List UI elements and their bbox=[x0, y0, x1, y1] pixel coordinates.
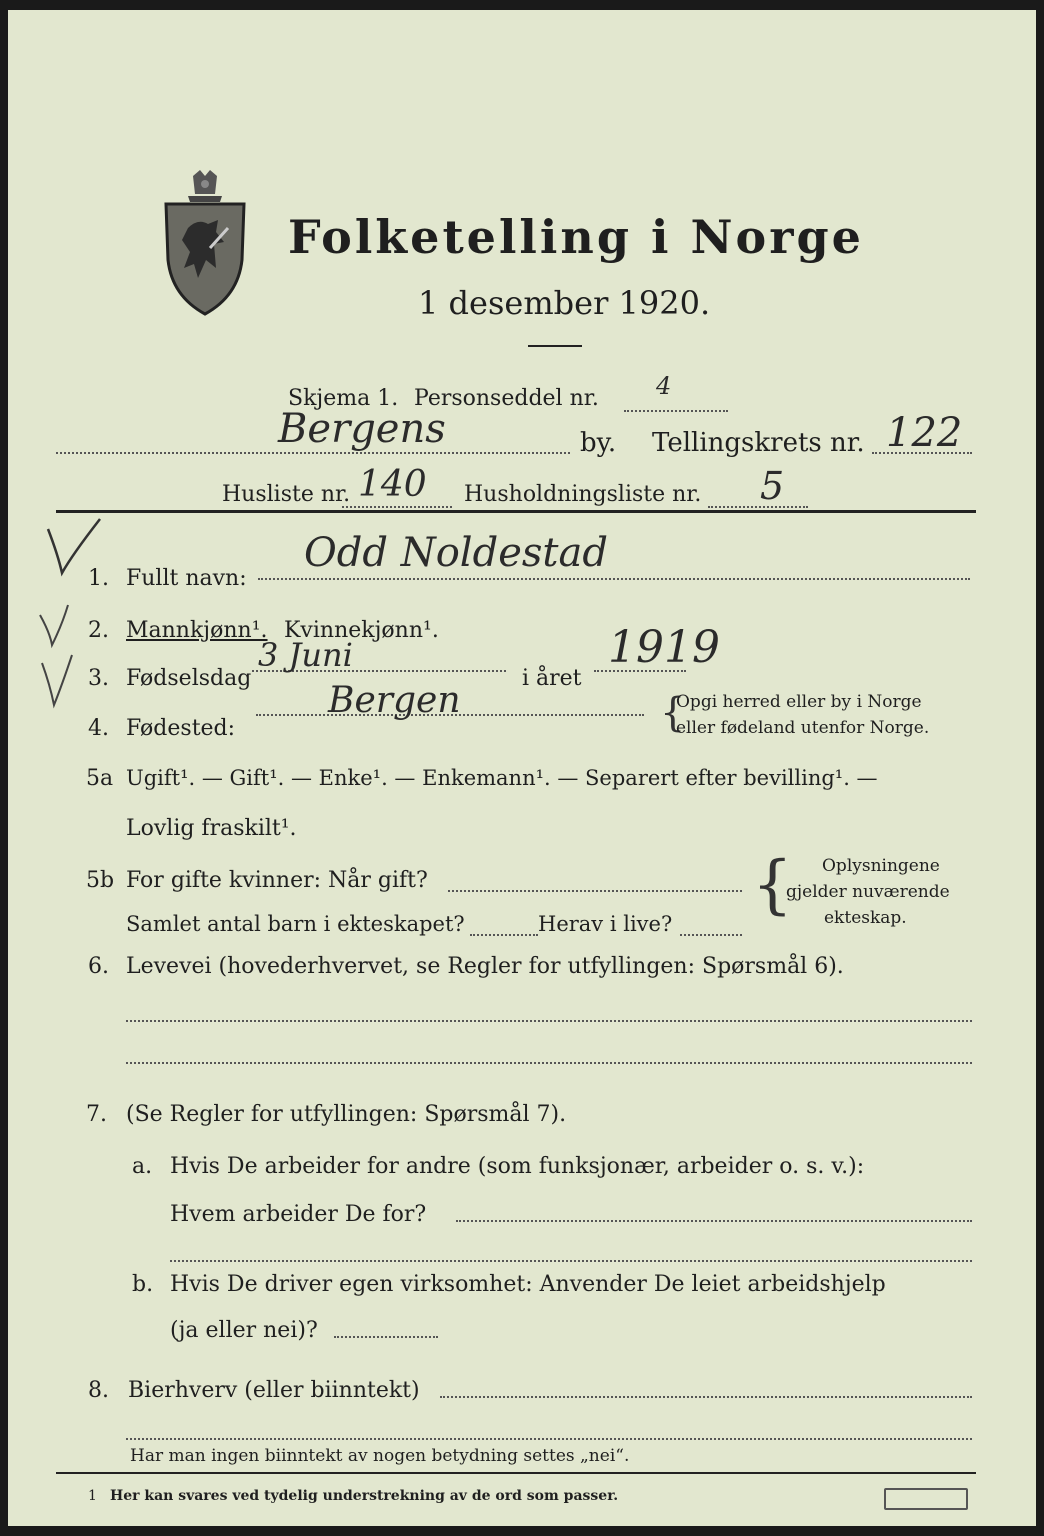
q2-mann: Mannkjønn¹. bbox=[126, 618, 268, 643]
q8-line-2 bbox=[126, 1438, 972, 1440]
by-line bbox=[56, 452, 570, 454]
q8-label: Bierhverv (eller biinntekt) bbox=[128, 1378, 420, 1403]
q5b-line-2b: Herav i live? bbox=[538, 912, 673, 936]
q7a-number: a. bbox=[132, 1154, 153, 1179]
q1-line bbox=[258, 578, 970, 580]
personseddel-value[interactable]: 4 bbox=[656, 372, 672, 400]
skjema-label: Skjema 1. bbox=[288, 386, 399, 411]
q5a-line-1: Ugift¹. — Gift¹. — Enke¹. — Enkemann¹. — Separert efter bevilling¹. — bbox=[126, 766, 878, 790]
footnote-number: 1 bbox=[88, 1488, 97, 1504]
q2-kvinne: Kvinnekjønn¹. bbox=[284, 618, 439, 643]
q4-note-2: eller fødeland utenfor Norge. bbox=[676, 718, 930, 738]
q4-value[interactable]: Bergen bbox=[328, 680, 461, 721]
footer-note: Har man ingen biinntekt av nogen betydning settes „nei“. bbox=[130, 1446, 630, 1466]
footer-rule bbox=[56, 1472, 976, 1474]
q1-label: Fullt navn: bbox=[126, 566, 247, 591]
q5a-number: 5a bbox=[86, 766, 114, 791]
husliste-value[interactable]: 140 bbox=[358, 464, 427, 505]
coat-of-arms-icon bbox=[158, 168, 252, 318]
q5b-note-3: ekteskap. bbox=[824, 908, 907, 928]
q4-brace: { bbox=[660, 690, 686, 736]
husholdning-label: Husholdningsliste nr. bbox=[464, 482, 702, 507]
q6-label: Levevei (hovederhvervet, se Regler for utfyllingen: Spørsmål 6). bbox=[126, 954, 844, 979]
husholdning-value[interactable]: 5 bbox=[760, 464, 785, 508]
form-date: 1 desember 1920. bbox=[418, 284, 711, 322]
q3-year-value[interactable]: 1919 bbox=[608, 622, 720, 673]
q7b-line-2: (ja eller nei)? bbox=[170, 1318, 318, 1343]
q3-label: Fødselsdag bbox=[126, 666, 252, 691]
q5b-children-line bbox=[470, 934, 538, 936]
q2-number: 2. bbox=[88, 618, 109, 643]
title-divider bbox=[528, 345, 582, 347]
q5b-alive-line bbox=[680, 934, 742, 936]
personseddel-label: Personseddel nr. bbox=[414, 386, 599, 411]
q5a-line-2: Lovlig fraskilt¹. bbox=[126, 816, 297, 841]
check-marks bbox=[28, 515, 128, 715]
footnote-text: Her kan svares ved tydelig understrekning av de ord som passer. bbox=[110, 1488, 619, 1504]
q7a-answer-line bbox=[456, 1220, 972, 1222]
q3-number: 3. bbox=[88, 666, 109, 691]
husholdning-line bbox=[708, 506, 808, 508]
by-value[interactable]: Bergens bbox=[278, 406, 446, 452]
q7b-number: b. bbox=[132, 1272, 154, 1297]
q5b-line-2a: Samlet antal barn i ekteskapet? bbox=[126, 912, 465, 936]
q3-value[interactable]: 3 Juni bbox=[258, 636, 353, 674]
q7a-answer-line-2 bbox=[170, 1260, 972, 1262]
q8-number: 8. bbox=[88, 1378, 109, 1403]
q3-year-label: i året bbox=[522, 666, 582, 691]
q6-number: 6. bbox=[88, 954, 109, 979]
census-form bbox=[8, 10, 1036, 1526]
q1-value[interactable]: Odd Noldestad bbox=[304, 530, 608, 576]
q7-number: 7. bbox=[86, 1102, 107, 1127]
q7a-line-2: Hvem arbeider De for? bbox=[170, 1202, 427, 1227]
by-label: by. bbox=[580, 428, 617, 458]
husliste-line bbox=[342, 506, 452, 508]
q5b-number: 5b bbox=[86, 868, 115, 893]
q5b-note-1: Oplysningene bbox=[822, 856, 940, 876]
q7b-answer-line bbox=[334, 1336, 438, 1338]
q1-number: 1. bbox=[88, 566, 109, 591]
q7a-line-1: Hvis De arbeider for andre (som funksjonær, arbeider o. s. v.): bbox=[170, 1154, 865, 1179]
q4-note-1: Opgi herred eller by i Norge bbox=[676, 692, 922, 712]
tellingskrets-label: Tellingskrets nr. bbox=[652, 428, 865, 458]
q4-number: 4. bbox=[88, 716, 109, 741]
q4-label: Fødested: bbox=[126, 716, 236, 741]
q5b-when-line bbox=[448, 890, 742, 892]
q6-line-2 bbox=[126, 1062, 972, 1064]
personseddel-line bbox=[624, 410, 728, 412]
tellingskrets-value[interactable]: 122 bbox=[886, 410, 963, 456]
q5b-brace: { bbox=[752, 848, 793, 922]
form-title: Folketelling i Norge bbox=[288, 210, 864, 264]
q6-line-1 bbox=[126, 1020, 972, 1022]
q8-line-1 bbox=[440, 1396, 972, 1398]
q5b-line-1: For gifte kvinner: Når gift? bbox=[126, 868, 428, 893]
section-rule bbox=[56, 510, 976, 513]
husliste-label: Husliste nr. bbox=[222, 482, 351, 507]
q5b-note-2: gjelder nuværende bbox=[786, 882, 950, 902]
printer-stamp bbox=[884, 1488, 968, 1510]
q7b-line-1: Hvis De driver egen virksomhet: Anvender De leiet arbeidshjelp bbox=[170, 1272, 886, 1297]
q7-label: (Se Regler for utfyllingen: Spørsmål 7). bbox=[126, 1102, 567, 1127]
